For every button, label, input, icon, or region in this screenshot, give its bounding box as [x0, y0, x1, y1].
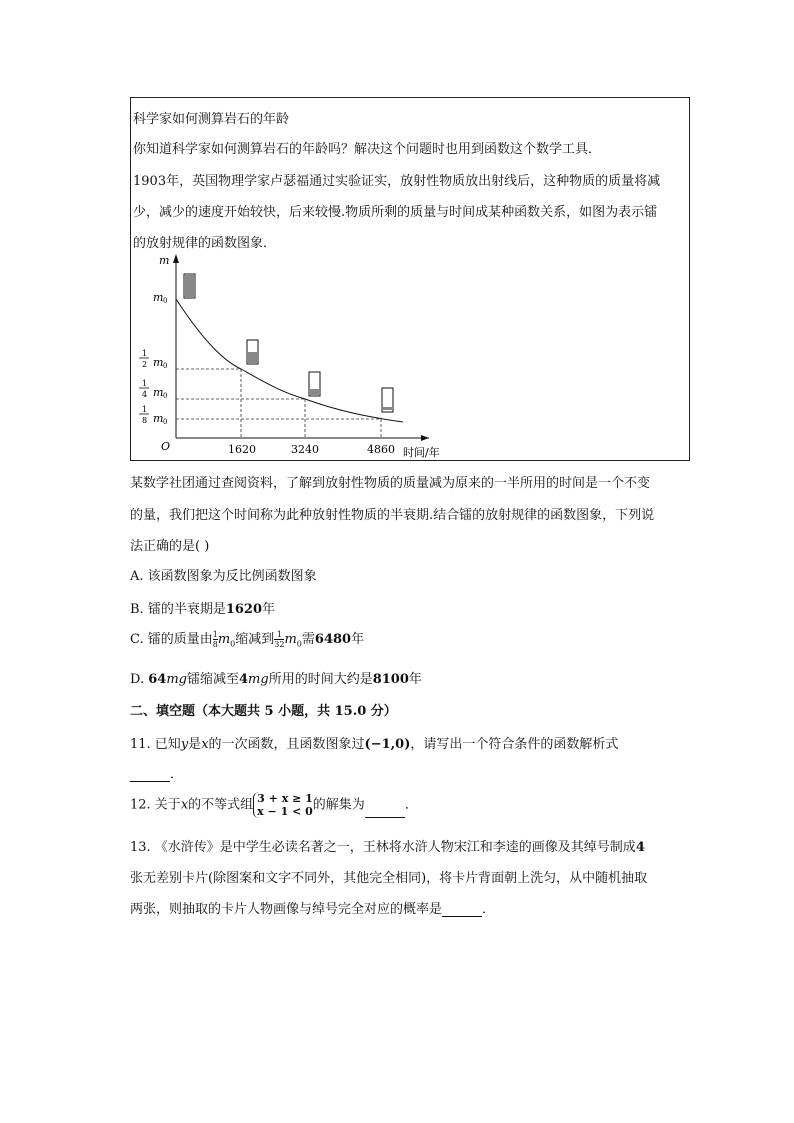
q13-line1: 13. 《水浒传》是中学生必读名著之一，王林将水浒人物宋江和李逵的画像及其绰号制成4 — [130, 840, 645, 855]
half-num: 1 — [142, 349, 148, 358]
tube-quarter — [309, 372, 320, 396]
q11: 11. 已知y是x的一次函数，且函数图象过(−1,0)，请写出一个符合条件的函数解析式 — [130, 737, 619, 752]
svg-text:0: 0 — [163, 418, 168, 426]
eighth-den: 8 — [142, 416, 148, 425]
x-tick-3240: 3240 — [291, 443, 319, 456]
tube-eighth — [382, 388, 393, 412]
x-axis-label: 时间/年 — [403, 446, 440, 459]
reading-box — [130, 97, 690, 461]
y-axis-label: m — [159, 254, 170, 267]
tube-full — [184, 274, 195, 298]
option-a: A. 该函数图象为反比例函数图象 — [130, 569, 317, 584]
origin-label: O — [161, 440, 171, 453]
m0-label: m — [153, 291, 164, 304]
decay-curve — [176, 299, 403, 422]
x-tick-4860: 4860 — [367, 443, 395, 456]
box-p2-line1: 1903年，英国物理学家卢瑟福通过实验证实，放射性物质放出射线后，这种物质的质量将减 — [133, 174, 661, 189]
q13-line2: 张无差别卡片(除图案和文字不同外，其他完全相同)，将卡片背面朝上洗匀，从中随机抽取 — [130, 871, 648, 886]
answer-blank[interactable] — [130, 769, 170, 782]
option-d: D. 64mg镭缩减至4mg所用的时间大约是8100年 — [130, 672, 422, 687]
q11-answer: ． — [130, 763, 183, 782]
question-line3: 法正确的是( ) — [130, 539, 210, 554]
section-heading: 二、填空题（本大题共 5 小题，共 15.0 分） — [130, 704, 397, 719]
quarter-den: 4 — [142, 390, 148, 399]
box-p2-line3: 的放射规律的函数图象． — [133, 236, 277, 251]
answer-blank[interactable] — [365, 805, 405, 818]
svg-text:m: m — [153, 386, 164, 399]
svg-text:m: m — [153, 412, 164, 425]
guide-lines — [176, 369, 381, 438]
box-p2-line2: 少，减少的速度开始较快，后来较慢.物质所剩的质量与时间成某种函数关系，如图为表示镭 — [133, 205, 658, 220]
half-den: 2 — [142, 360, 148, 369]
x-tick-1620: 1620 — [228, 443, 256, 456]
box-p1: 你知道科学家如何测算岩石的年龄吗？解决这个问题时也用到函数这个数学工具． — [133, 142, 602, 157]
eighth-num: 1 — [142, 405, 148, 414]
q12: 12. 关于x的不等式组 3 + x ≥ 1 x − 1 < 0 的解集为 ． — [130, 792, 418, 818]
x-axis-arrow — [421, 435, 429, 441]
box-title: 科学家如何测算岩石的年龄 — [133, 112, 290, 127]
option-b: B. 镭的半衰期是1620年 — [130, 602, 276, 617]
y-axis-arrow — [173, 254, 179, 263]
decay-graph — [131, 250, 440, 462]
svg-text:0: 0 — [163, 392, 168, 400]
inequality-system: 3 + x ≥ 1 x − 1 < 0 — [253, 792, 313, 818]
option-c: C. 镭的质量由 $\frac{1}{8}$ $m_0$缩减到 $\frac{1}{32}$ $m_0$需6480年 — [130, 630, 365, 649]
question-line2: 的量，我们把这个时间称为此种放射性物质的半衰期.结合镭的放射规律的函数图象，下列说 — [130, 508, 655, 523]
svg-text:0: 0 — [163, 362, 168, 370]
m0-sub: 0 — [163, 297, 168, 305]
question-line1: 某数学社团通过查阅资料，了解到放射性物质的质量减为原来的一半所用的时间是一个不变 — [130, 476, 651, 491]
q13-line3: 两张，则抽取的卡片人物画像与绰号完全对应的概率是 ． — [130, 902, 496, 917]
quarter-num: 1 — [142, 379, 148, 388]
tube-half — [247, 340, 258, 364]
svg-text:m: m — [153, 356, 164, 369]
answer-blank[interactable] — [442, 904, 482, 917]
